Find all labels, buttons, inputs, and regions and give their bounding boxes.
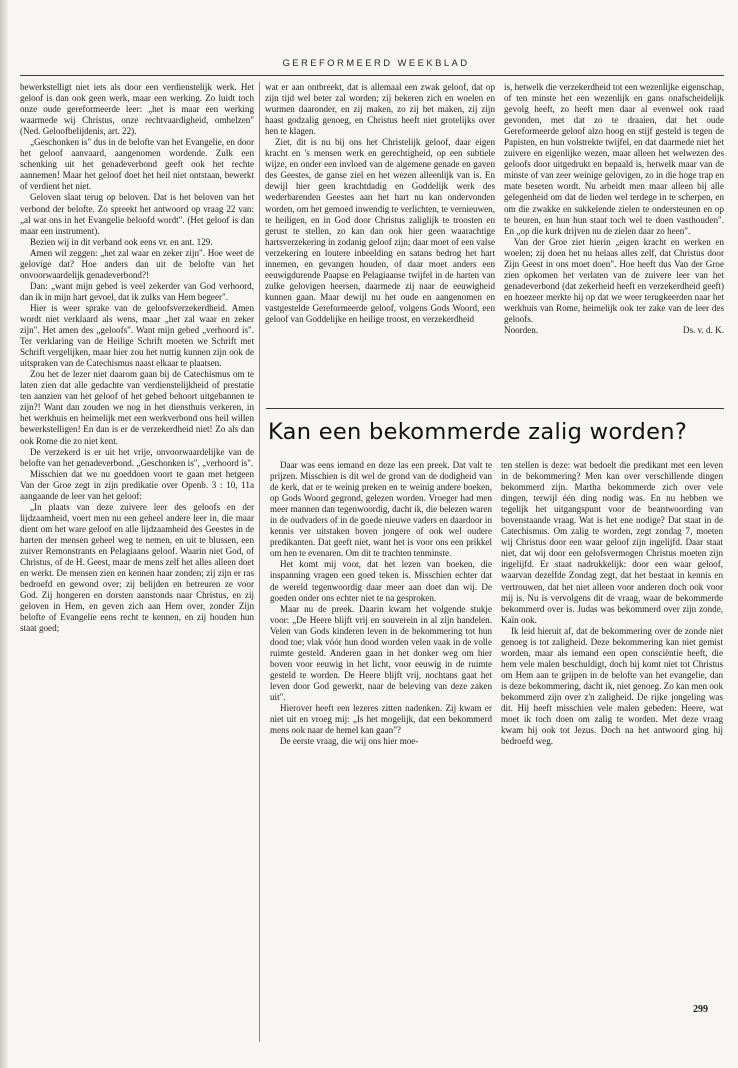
column-1 (20, 82, 254, 682)
signature-name: Ds. v. d. K. (682, 325, 724, 336)
header-rule (20, 75, 724, 76)
paragraph: Het komt mij voor, dat het lezen van boeken, die inspanning vragen een goed teken is. Misschien echter dat de wereld tegenwoordig daar meer aan doet dan wij. De goeden onder ons echter niet te na gesproken. (270, 559, 492, 603)
paragraph: Bezien wij in dit verband ook eens vr. en ant. 129. (30, 236, 213, 247)
paragraph: Zou het de lezer niet daarom gaan bij de Catechismus om te laten zien dat alle gedachte van verdienstelijkheid of prestatie ten aanzien van het geloof of het gebed behoort uitgebannen te zijn?! Want dan zouden we nog in het diensthuis verkeren, in het werkhuis en heimelijk met een werkverbond ons heil willen bewerkstelligen! En dan is er de verzekerdheid niet! Zo als dan ook Rome die zo niet kent. (20, 369, 254, 446)
paragraph: Maar nu de preek. Daarin kwam het volgende stukje voor: „De Heere blijft vrij en souverein in al zijn handelen. Velen van Gods kinderen leven in de bekommering tot hun dood toe; vlak vóór hun dood worden velen vaak in de volle ruimte gesteld. Anderen gaan in het donker weg om hier boven voor eeuwig in het licht, voor eeuwig in de ruimte gesteld te worden. De Heere blijft vrij, nochtans gaat het leven door God gewerkt, naar de beleving van deze zaken uit". (270, 603, 492, 702)
paragraph: is, hetwelk die verzekerdheid tot een wezenlijke eigenschap, of ten minste het een wezenlijk en gans onafscheidelijk gevolg heeft, zo heeft men daar al evenwel ook raad gevonden, met dat zo te draaien, dat het oude Gereformeerde geloof alzo hoog en stijf gesteld is tegen de Papisten, en hun volstrekte twijfel, en dat daarmede niet het zuivere en eigenlijke wezen, maar alleen het welwezen des geloofs door uitgedrukt en bepaald is, hetwelk maar van de minste of van zeer weinige gelovigen, zo in die hoge trap en mate beseten wordt. Nu arbeidt men maar alleen bij alle gelegenheid om dat de lieden wel terdege in te scherpen, en om die zwakke en sukkelende zielen te ondersteunen en op te beuren, en hun hun staat toch wel te doen vasthouden". En „op die kurk drijven nu de zielen daar zo heen". (504, 82, 724, 236)
running-head: GEREFORMEERD WEEKBLAD (282, 58, 470, 69)
paragraph: Hierover heeft een lezeres zitten nadenken. Zij kwam er niet uit en vroeg mij: „Is het mogelijk, dat een bekommerd mens ook naar de hemel kan gaan"? (270, 703, 492, 736)
article-title: Kan een bekommerde zalig worden? (268, 419, 688, 445)
paragraph: ten stellen is deze: wat bedoelt die predikant met een leven in de bekommering? Men kan over verschillende dingen bekommerd zijn. Martha bekommerde zich over vele dingen, terwijl één ding nodig was. En nu hebben we tegelijk het uitgangspunt voor de beantwoording van bovenstaande vraag. Wat is het ene nodige? Dat staat in de Catechismus. Om zalig te worden, zegt zondag 7, moeten wij Christus door een waar geloof zijn ingelijfd. Daar staat niet, dat wij door een gelofsvermogen Christus moeten zijn ingelijfd. Er staat nadrukkelijk: door een waar geloof, waarvan dezelfde Zondag zegt, dat het bestaat in kennis en vertrouwen, dat het niet alleen voor anderen doch ook voor mij is. Nu is vervolgens dit de vraag, waar de bekommerde bekommerd over is. Judas was bekommerd over zijn zonde, Kaïn ook. (501, 460, 723, 625)
column-5 (501, 460, 723, 1045)
signature-line (504, 325, 724, 336)
paragraph: wat er aan ontbreekt, dat is allemaal een zwak geloof, dat op zijn tijd wel beter zal worden; zij bekeren zich en woelen en wurmen daaronder, en zij maken, zo zij het maken, zij zijn haast godzalig genoeg, en Christus heeft niet grotelijks over hen te klagen. (265, 82, 495, 137)
paragraph: Dan: „want mijn gebed is veel zekerder van God verhoord, dan ik in mijn hart gevoel, dat ik zulks van Hem begeer". (20, 280, 254, 302)
column-4 (270, 460, 492, 1045)
signature-place: Noorden. (504, 325, 539, 336)
paragraph: Geloven slaat terug op beloven. Dat is het beloven van het verbond der belofte. Zo spreekt het antwoord op vraag 22 van: „al wat ons in het Evangelie beloofd wordt". (Het geloof is dan maar een instrument). (20, 192, 254, 236)
column-divider (259, 82, 260, 1042)
paragraph: bewerkstelligt niet iets als door een verdienstelijk werk. Het geloof is dan ook geen werk, maar een werking. Zo luidt toch onze oude gereformeerde leer: „het is maar een werking waarmede wij Christus, onze rechtvaardigheid, omhelzen" (Ned. Geloofbelijdenis, art. 22). (20, 82, 254, 137)
paragraph: Daar was eens iemand en deze las een preek. Dat valt te prijzen. Misschien is dit wel de grond van de dodigheid van de kerk, dat er te weinig preken en te weinig andere boeken, op Gods Woord gegrond, gelezen worden. Vroeger had men meer mannen dan tegenwoordig, dacht ik, die belezen waren in de oudvaders of in de goede nieuwe vaders en daardoor in kennis ver uitstaken boven jongere of ook wel oudere predikanten. Dat geeft niet, want het is voor ons een prikkel om hen te evenaren. Om dit te trachten tenminste. (270, 460, 492, 559)
page-spine-shadow (0, 0, 8, 1068)
column-3 (504, 82, 724, 418)
paragraph: Ziet, dit is nu bij ons het Christelijk geloof, daar eigen kracht en 's mensen werk en gerechtigheid, op een subtiele wijze, en onder een invloed van de algemene genade en gaven des Geestes, de ganse ziel en het wezen alleenlijk van is. En dewijl hier geen krachtdadig en Goddelijk werk des wederbarenden Geestes aan het hart nu kan ondervonden worden, om het gemoed inwendig te verlichten, te vernieuwen, te heiligen, en in God door Christus zaliglijk te troosten en gerust te stellen, zo kan dan ook hier geen waarachtige hartsverzekering in zodanig geloof zijn; daar moet of een valse verzekering en loutere inbeelding en satans bedrog het hart innemen, en gevangen houden, of daar moet anders een eeuwigdurende Paapse en Pelagiaanse twijfel in de harten van zulke gelovigen heersen, daarmede zij naar de eeuwigheid kunnen gaan. Maar dewijl nu het oude en aangenomen en vastgestelde Gereformeerde geloof, volgens Gods Woord, een geloof van Goddelijke en heilige troost, en verzekerdheid (265, 137, 495, 324)
paragraph: Hier is weer sprake van de geloofsverzekerdheid. Amen wordt niet verklaard als wens, maar „het zal waar en zeker zijn". Het amen des „geloofs". Want mijn gebed „verhoord is". Ter verklaring van de Heilige Schrift moeten we Schrift met Schrift vergelijken, maar hier zou het nuttig kunnen zijn ook de uitspraken van de Catechismus naast elkaar te plaatsen. (20, 302, 254, 369)
paragraph: Misschien dat we nu goeddoen voort te gaan met hetgeen Van der Groe zegt in zijn predikatie over Openb. 3 : 10, 11a aangaande de leer van het geloof: (20, 468, 254, 501)
column-2 (265, 82, 495, 374)
paragraph: Ik leid hieruit af, dat de bekommering over de zonde niet genoeg is tot zaligheid. Deze bekommering kan niet gemist worden, maar als iemand een open consciëntie heeft, die hem vele malen beschuldigt, doch hij komt niet tot Christus om Hem aan te grijpen in de belofte van het evangelie, dan is deze bekommering, dacht ik, niet genoeg. Zo kan men ook bekommerd zijn over z'n zaligheid. De rijke jongeling was dit. Hij heeft misschien vele malen gebeden: Heere, wat moet ik toch doen om zalig te worden. Met deze vraag kwam hij ook tot Jezus. Doch na het antwoord ging hij bedroefd weg. (501, 625, 723, 747)
paragraph: Van der Groe ziet hierin „eigen kracht en werken en woelen; zij doen het nu helaas alles zelf, dat Christus door Zijn Geest in ons moet doen". Hoe heeft dus Van der Groe zien opkomen het verlaten van de zuivere leer van het genadeverbond (dat zekerheid heeft en verzekerdheid geeft) en hoezeer merkte hij op dat we weer terugkeerden naar het werkhuis van Rome, heimelijk ook ter zake van de leer des geloofs. (504, 236, 724, 324)
page-number: 299 (693, 1004, 708, 1015)
paragraph: Amen wil zeggen: „het zal waar en zeker zijn". Hoe weet de gelovige dat? Hoe anders dan uit de belofte van het onvoorwaardelijk genadeverbond?! (20, 247, 254, 280)
article-separator-rule (266, 408, 724, 409)
paragraph: „Geschonken is" dus in de belofte van het Evangelie, en door het geloof aanvaard, aangenomen wordende. Zulk een schenking uit het genadeverbond geeft ook het rechte aannemen! Maar het geloof doet het heil niet ontstaan, bewerkt of verdient het niet. (20, 137, 254, 192)
paragraph: „In plaats van deze zuivere leer des geloofs en der lijdzaamheid, voert men nu een geheel andere leer in, die maar dient om het ware geloof en alle lijdzaamheid des Geestes in de harten der mensen geheel weg te nemen, en uit te blussen, een zuiver Remonstrants en Pelagiaans geloof. Waarin niet God, of Christus, of de H. Geest, maar de mens zelf het alles alleen doet en werkt. De mensen zien en kennen haar zonden; zij zijn er ras bedroefd en gewond over; zij belijden en betreuren ze voor God. Zij hongeren en dorsten aanstonds naar Christus, en zij geloven in Hem, en geven zich aan Hem over, zonder Zijn belofte of Evangelie eens recht te kennen, en zij houden hun staat goed; (20, 501, 254, 634)
paragraph: De verzekerd is er uit het vrije, onvoorwaardelijke van de belofte van het genadeverbond. „Geschonken is", „verhoord is". (20, 446, 254, 468)
paragraph: De eerste vraag, die wij ons hier moe- (280, 736, 419, 747)
